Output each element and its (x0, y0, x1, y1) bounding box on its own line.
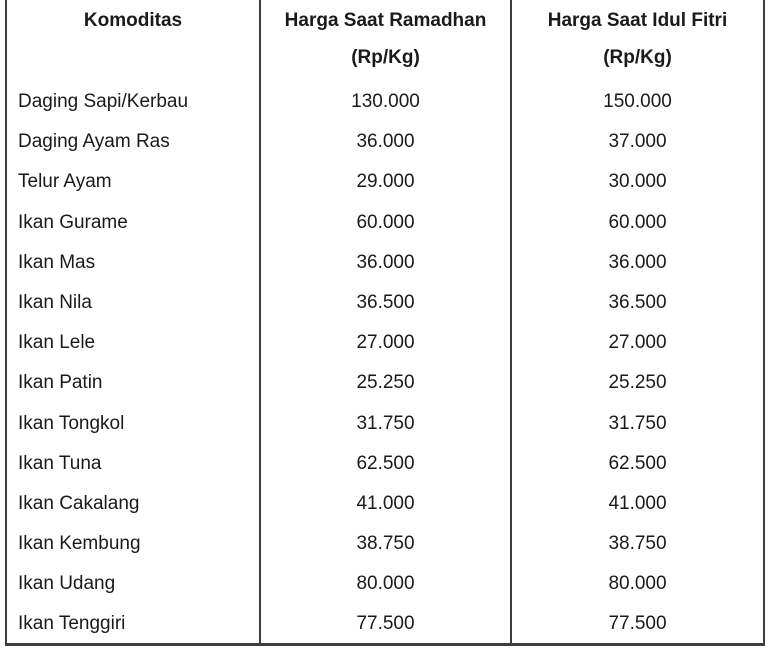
idulfitri-price-cell: 25.250 (511, 363, 764, 403)
ramadhan-price-cell: 62.500 (260, 444, 511, 484)
idulfitri-price-cell: 38.750 (511, 524, 764, 564)
commodity-name-cell: Daging Ayam Ras (18, 131, 170, 153)
header-idul-fitri-unit: (Rp/Kg) (603, 47, 672, 68)
commodity-name-cell: Ikan Lele (18, 332, 96, 354)
idulfitri-price-cell: 80.000 (511, 564, 764, 604)
ramadhan-price-cell: 80.000 (260, 564, 511, 604)
table-row (6, 604, 764, 644)
commodity-name-cell: Ikan Patin (18, 372, 103, 394)
ramadhan-price-cell: 25.250 (260, 363, 511, 403)
idulfitri-price-cell: 30.000 (511, 162, 764, 202)
ramadhan-price-cell: 27.000 (260, 323, 511, 363)
commodity-name-cell: Ikan Tongkol (18, 412, 125, 434)
commodity-name-cell: Ikan Udang (18, 573, 116, 595)
idulfitri-price-cell: 62.500 (511, 444, 764, 484)
table-row (6, 283, 764, 323)
idulfitri-price-cell: 41.000 (511, 484, 764, 524)
table-row (6, 203, 764, 243)
commodity-name-cell: Ikan Kembung (18, 533, 141, 555)
table-row (6, 363, 764, 403)
ramadhan-price-cell: 36.000 (260, 243, 511, 283)
commodity-name-cell: Ikan Tuna (18, 452, 102, 474)
commodity-name-cell: Daging Sapi/Kerbau (18, 91, 189, 113)
table-row (6, 444, 764, 484)
table-row (6, 82, 764, 122)
table-header-row (6, 0, 764, 82)
ramadhan-price-cell: 36.500 (260, 283, 511, 323)
table-row (6, 524, 764, 564)
ramadhan-price-cell: 41.000 (260, 484, 511, 524)
header-komoditas (6, 0, 260, 82)
commodity-name-cell: Ikan Tenggiri (18, 612, 126, 634)
idulfitri-price-cell: 36.000 (511, 243, 764, 283)
table-row (6, 564, 764, 604)
table-row (6, 243, 764, 283)
table-row (6, 122, 764, 162)
commodity-name-cell: Telur Ayam (18, 171, 112, 193)
ramadhan-price-cell: 38.750 (260, 524, 511, 564)
header-idul-fitri-label: Harga Saat Idul Fitri (547, 10, 728, 31)
idulfitri-price-cell: 27.000 (511, 323, 764, 363)
idulfitri-price-cell: 77.500 (511, 604, 764, 644)
header-ramadhan (260, 0, 511, 82)
ramadhan-price-cell: 77.500 (260, 604, 511, 644)
table-row (6, 323, 764, 363)
header-idul-fitri (511, 0, 764, 82)
idulfitri-price-cell: 36.500 (511, 283, 764, 323)
idulfitri-price-cell: 60.000 (511, 203, 764, 243)
idulfitri-price-cell: 37.000 (511, 122, 764, 162)
header-komoditas-label: Komoditas (83, 10, 183, 31)
ramadhan-price-cell: 60.000 (260, 203, 511, 243)
commodity-name-cell: Ikan Gurame (18, 211, 128, 233)
table-row (6, 162, 764, 202)
price-table (5, 0, 765, 646)
ramadhan-price-cell: 29.000 (260, 162, 511, 202)
header-ramadhan-unit: (Rp/Kg) (351, 47, 420, 68)
idulfitri-price-cell: 31.750 (511, 404, 764, 444)
commodity-name-cell: Ikan Cakalang (18, 492, 140, 514)
table-row (6, 404, 764, 444)
commodity-name-cell: Ikan Mas (18, 251, 96, 273)
idulfitri-price-cell: 150.000 (511, 82, 764, 122)
header-ramadhan-label: Harga Saat Ramadhan (284, 10, 487, 31)
ramadhan-price-cell: 31.750 (260, 404, 511, 444)
commodity-name-cell: Ikan Nila (18, 292, 92, 314)
ramadhan-price-cell: 36.000 (260, 122, 511, 162)
table-row (6, 484, 764, 524)
ramadhan-price-cell: 130.000 (260, 82, 511, 122)
